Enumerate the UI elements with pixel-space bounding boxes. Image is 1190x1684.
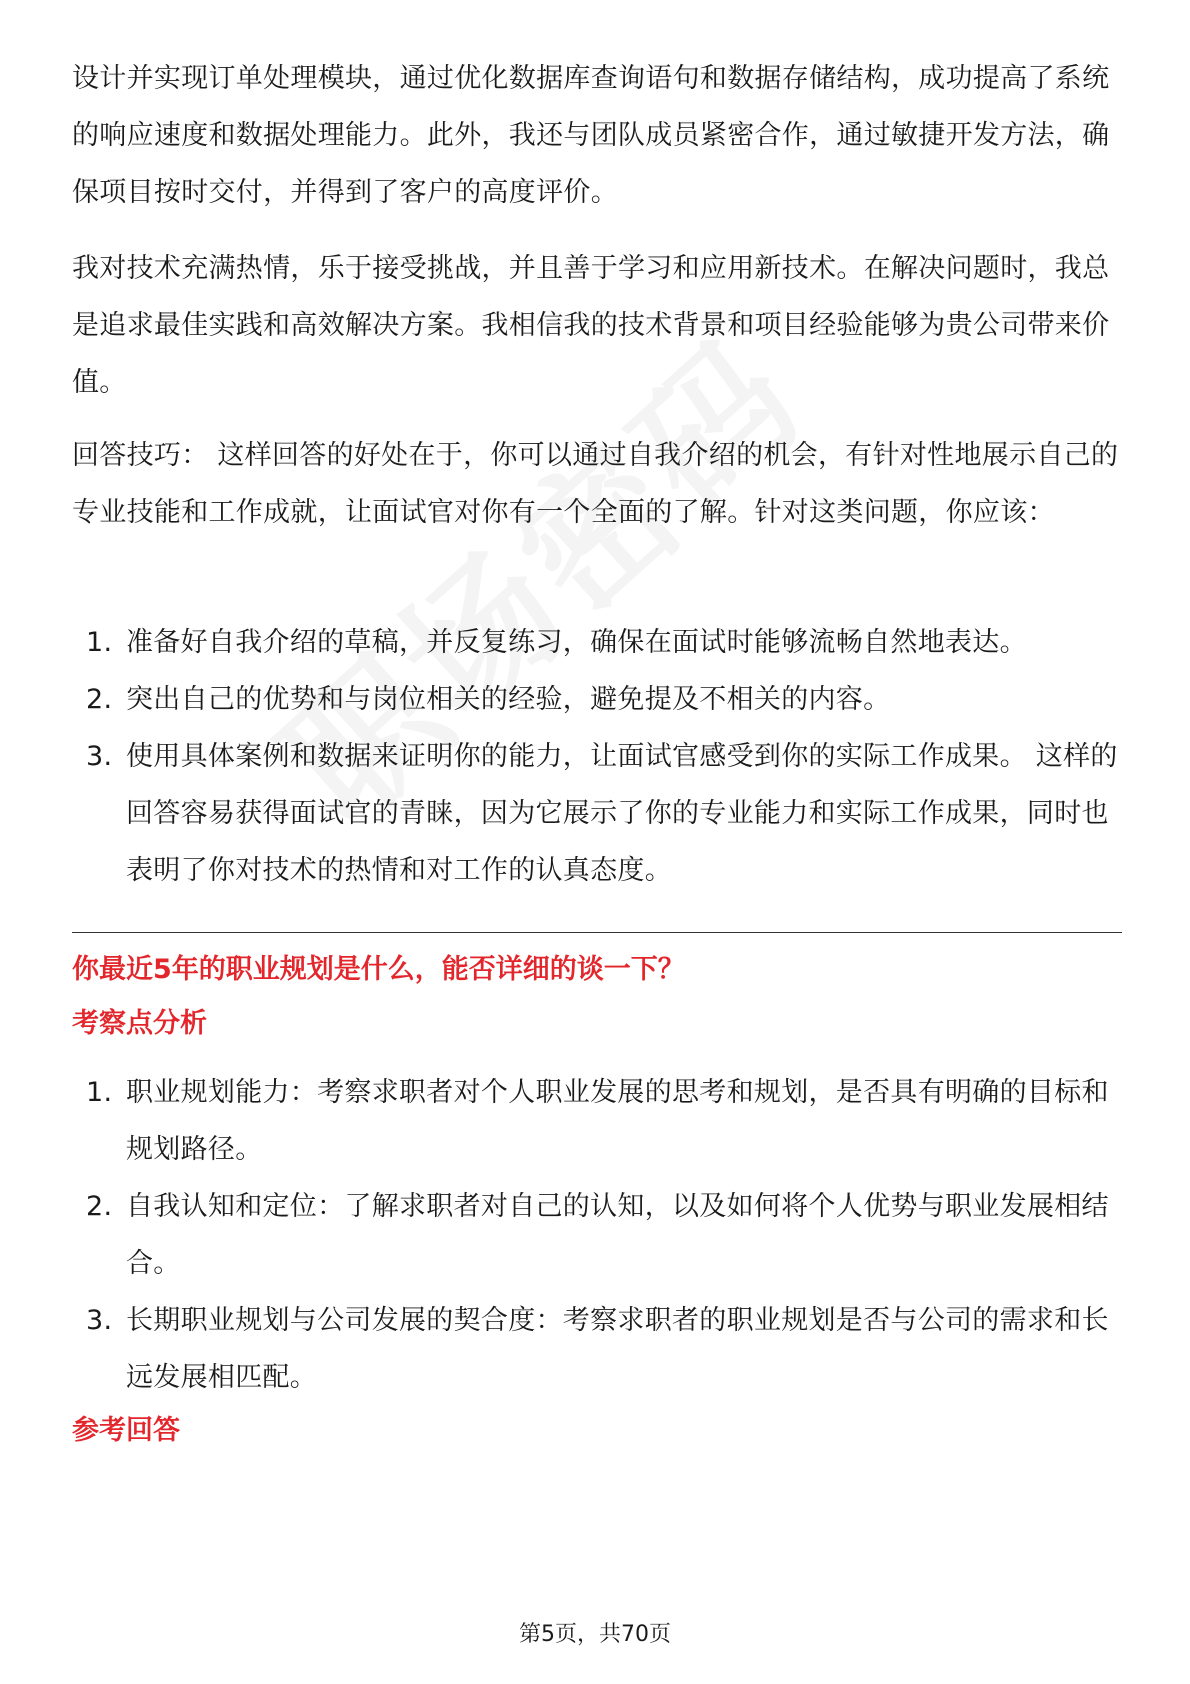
paragraph-project: 设计并实现订单处理模块，通过优化数据库查询语句和数据存储结构，成功提高了系统的响应速度和数据处理能力。此外，我还与团队成员紧密合作，通过敏捷开发方法，确保项目按时交付，并得到了客户的高度评价。 [72, 63, 1110, 208]
list-item [72, 1064, 1122, 1178]
list-item [72, 1178, 1122, 1292]
section-divider [72, 932, 1122, 933]
list-item [72, 614, 1122, 671]
tips-list [72, 614, 1122, 899]
list-text: 准备好自我介绍的草稿，并反复练习，确保在面试时能够流畅自然地表达。 [126, 627, 1027, 658]
paragraph-answer-tips: 回答技巧： 这样回答的好处在于，你可以通过自我介绍的机会，有针对性地展示自己的专业技能和工作成就，让面试官对你有一个全面的了解。针对这类问题，你应该： [72, 440, 1119, 528]
list-text: 自我认知和定位：了解求职者对自己的认知，以及如何将个人优势与职业发展相结合。 [126, 1191, 1109, 1279]
analysis-list [72, 1064, 1122, 1406]
paragraph-passion: 我对技术充满热情，乐于接受挑战，并且善于学习和应用新技术。在解决问题时，我总是追求最佳实践和高效解决方案。我相信我的技术背景和项目经验能够为贵公司带来价值。 [72, 253, 1110, 398]
list-number: 3. [86, 1305, 113, 1336]
list-text: 长期职业规划与公司发展的契合度：考察求职者的职业规划是否与公司的需求和长远发展相匹配。 [126, 1305, 1109, 1393]
list-item [72, 1292, 1122, 1406]
page-footer: 第5页，共70页 [519, 1622, 671, 1647]
list-text: 使用具体案例和数据来证明你的能力，让面试官感受到你的实际工作成果。 这样的回答容易获得面试官的青睐，因为它展示了你的专业能力和实际工作成果，同时也表明了你对技术的热情和对工作的认真态度。 [126, 741, 1118, 886]
list-text: 职业规划能力：考察求职者对个人职业发展的思考和规划，是否具有明确的目标和规划路径。 [126, 1077, 1109, 1165]
list-item [72, 671, 1122, 728]
question-title: 你最近5年的职业规划是什么，能否详细的谈一下？ [72, 954, 685, 985]
list-number: 2. [86, 1191, 113, 1222]
reference-answer-heading: 参考回答 [72, 1415, 180, 1446]
list-number: 2. [86, 684, 113, 715]
list-number: 1. [86, 1077, 113, 1108]
analysis-heading: 考察点分析 [72, 1008, 207, 1039]
list-item [72, 728, 1122, 899]
list-number: 3. [86, 741, 113, 772]
list-number: 1. [86, 627, 113, 658]
list-text: 突出自己的优势和与岗位相关的经验，避免提及不相关的内容。 [126, 684, 891, 715]
